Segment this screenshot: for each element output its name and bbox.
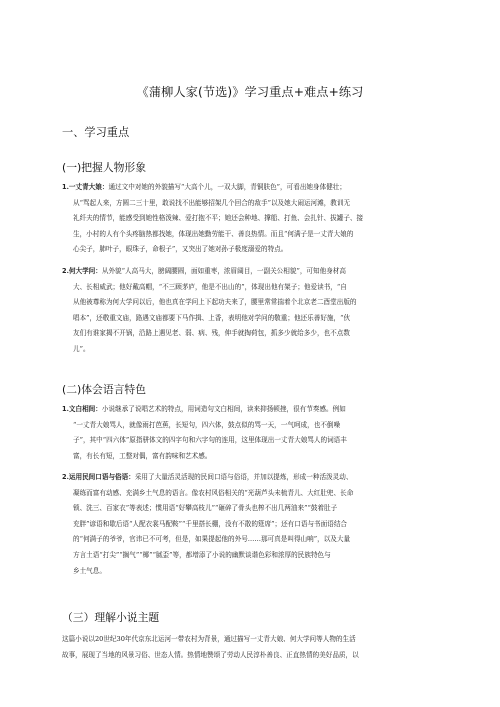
item-text-line: 儿”。 (73, 344, 90, 353)
item-text-line: 子”，其中“四六体”原指骈体文的四字句和六字句的连用，这里体现出一丈青大娘骂人的词语丰 (73, 436, 347, 445)
item-text-line: 乡土气息。 (73, 566, 106, 575)
item-text-line: 通过文中对她的外貌描写“大高个儿，一双大脚，青铜肤色”，可看出她身体健壮； (108, 183, 346, 191)
item-text-line: 礼纤夫的情节，能感受到她性格泼辣、爱打抱不平；她还会种地、撑船、打鱼、会扎针、拔罐子、接 (73, 214, 364, 223)
item-he-daxuewen (62, 264, 440, 358)
section-heading-key-points: 一、学习重点 (62, 126, 130, 139)
item-text-line: 大、长相威武；他好戴高帽，“不三顾茅庐，他是不出山的”，体现出他有架子；他爱读书，“自 (73, 282, 347, 291)
item-number: 2 (62, 267, 67, 275)
item-text-line: 方言土语“打尖”“搁气”“椰”“腻歪”等，都增添了小说的幽默谈谐色彩和浓厚的民族特色与 (73, 550, 331, 559)
item-text-line: 小说继承了说唱艺术的特点，用词造句文白相间，读来抑扬顿挫，很有节奏感。例如 (101, 405, 346, 413)
paragraph-line: 故事，展现了当地的风景习俗、世态人情。热情地赞颂了劳动人民淳朴善良、正直热情的美好品质，以 (62, 650, 359, 659)
subsection-heading-theme: （三）理解小说主题 (62, 611, 160, 624)
item-text-line: 的“何满子的爷爷，官讳已不可考，但是，如果提起他的外号……那可真是叫得山响”，以及大量 (73, 535, 351, 544)
item-text-line: 富，有长有短，工整对偶，富有韵味和艺术感。 (73, 451, 212, 460)
item-text-line: 友们有谁家揭不开锅，沿路上遇见老、弱、病、残，伸手就掏荷包，抓多少就给多少，也不点数 (73, 329, 350, 338)
subsection-heading-language: (二)体会语言特色 (62, 383, 147, 396)
item-number: 1 (62, 405, 67, 413)
item-text-line: 从“骂起人来，方圆二三十里，敢说找不出能够招架几个回合的敌手”以及她大闹运河滩，教训无 (73, 198, 351, 207)
item-lead: .文白相间： (66, 405, 102, 413)
item-text-line: 生，小村的人有个头疼脑热都找她，体现出她勤劳能干、善良热情。而且“何满子是一丈青大娘的 (73, 229, 354, 238)
item-lead: .运用民间口语与俗语： (66, 473, 135, 481)
document-title: 《蒲柳人家(节选)》学习重点+难点+练习 (136, 85, 364, 99)
item-text-line: 充胖”谚语和歇后语“人配衣裳马配鞍”“千里搭长棚，没有不散的筵席”；还有口语与书面语结合 (73, 519, 348, 528)
item-text-line: 从他被尊称为何大学问以后，他也真在学问上下起功夫来了，腰里常常揣着个北京老二酉堂出版的 (73, 298, 357, 307)
item-number: 1 (62, 183, 67, 191)
item-text-line: 心尖子，肺叶子，眼珠子，命根子”，又突出了她对孙子极度溺爱的特点。 (73, 245, 288, 254)
item-number: 2 (62, 473, 67, 481)
item-text-line: 从外貌“人高马大，膀阔腰圆，面如重枣，浓眉阔目，一副关公相貌”，可知他身材高 (101, 267, 346, 275)
paragraph-line: 这篇小说以20世纪30年代京东北运河一带农村为背景，通过描写一丈青大娘、何大学问等人物的生活 (62, 635, 356, 643)
item-text-line: 采用了大量活灵活现的民间口语与俗语，并加以提炼，形成一种活泼灵动、 (134, 473, 353, 481)
item-text-line: “一丈青大娘骂人，就像雨打芭蕉，长短句，四六体，鼓点似的骂一天，一气呵成，也不倒噪 (73, 420, 341, 429)
item-folk-language (62, 470, 440, 579)
item-wenbai (62, 402, 440, 464)
item-lead: .何大学问： (66, 267, 102, 275)
item-yizhangqing (62, 180, 440, 258)
item-text-line: 锁、洗三、百家衣”等表述；惯用语“好攀高枝儿”“砸碎了骨头也榨不出几两油来”“鼓着肚子 (73, 504, 338, 513)
item-text-line: 凝练而富有动感、充满乡土气息的语言。像农村风俗相关的“光葫芦头未梳青儿、大红肚兜、长命 (73, 488, 354, 497)
item-text-line: 唱本”，还敬重文庙，路遇文庙都要下马作揖、上香，表明他对学问的敬重；他还乐善好施，“伙 (73, 313, 351, 322)
item-lead: .一丈青大娘： (66, 183, 109, 191)
subsection-heading-characters: (一)把握人物形象 (62, 161, 147, 174)
theme-paragraph (62, 632, 440, 663)
